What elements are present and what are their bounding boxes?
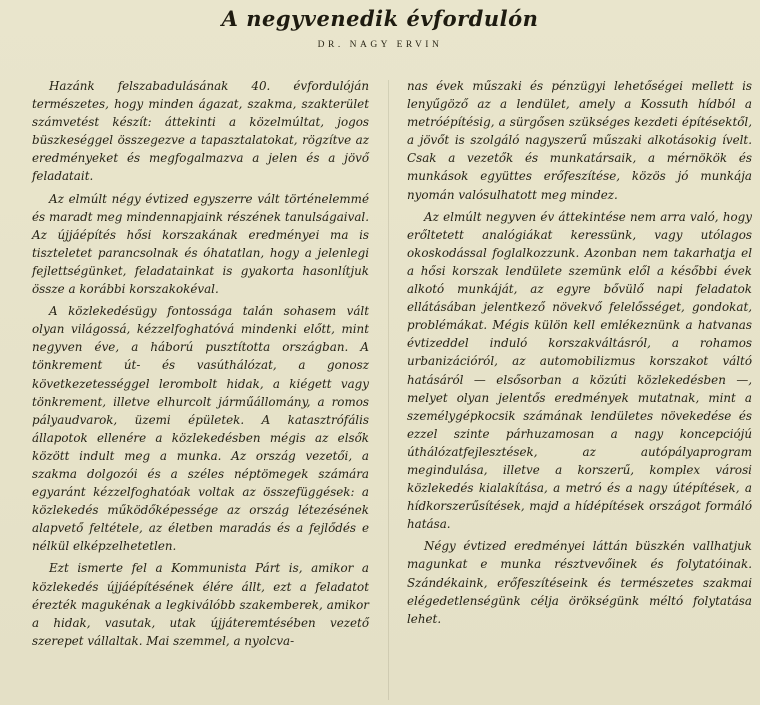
right-paragraph-1: nas évek műszaki és pénzügyi lehetőségei mellett is lenyűgöző az a lendület, amely a Kossuth hídból a metróépítésig, a sürgősen szükséges kezdeti építésektől, a jövőt is szolgáló nagyszerű műszaki alkotásokig ívelt. Csak a vezetők és munkatársaik, a mérnökök és munkások együttes erőfeszítése, közös jó munkája nyomán valósulhatott meg mindez. bbox=[407, 79, 752, 202]
left-paragraph-2: Az elmúlt négy évtized egyszerre vált történelemmé és maradt meg mindennapjaink részének tanulságaival. Az újjáépítés hősi korszakának eredményei ma is tiszteletet parancsolnak és óhatatlan, hogy a jelenlegi fejlettségünket, feladatainkat is gyakorta hasonlítjuk össze a korábbi korszakokéval. bbox=[32, 191, 369, 297]
article-author: DR. NAGY ERVIN bbox=[317, 40, 443, 50]
left-paragraph-4: Ezt ismerte fel a Kommunista Párt is, amikor a közlekedés újjáépítésének élére állt, ezt a feladatot érezték magukénak a legkiválóbb szakemberek, amikor a hidak, vasutak, utak újjáteremtésében vezető szerepet vállaltak. Mai szemmel, a nyolcva- bbox=[32, 561, 369, 648]
left-paragraph-3: A közlekedésügy fontossága talán sohasem vált olyan világossá, kézzelfoghatóvá mindenki előtt, mint negyven éve, a háború pusztította országban. A tönkrement út- és vasúthálózat, a gonosz következetességgel lerombolt hidak, a kiégett vagy tönkrement, illetve elhurcolt járműállomány, a romos pályaudvarok, üzemi épületek. A katasztrófális állapotok ellenére a közlekedésben mégis az elsők között indult meg a munka. Az ország vezetői, a szakma dolgozói és a széles néptömegek számára egyaránt kézzelfoghatóak voltak az összefüggések: a közlekedés működőképessége az ország létezésének alapvető feltétele, az életben maradás és a fejlődés e nélkül elképzelhetetlen. bbox=[32, 304, 369, 554]
article-title: A negyvenedik évfordulón bbox=[221, 6, 539, 31]
left-paragraph-1: Hazánk felszabadulásának 40. évfordulóján természetes, hogy minden ágazat, szakma, szakterület számvetést készít: áttekinti a közelmúltat, jogos büszkeséggel összegezve a tapasztalatokat, rögzítve az eredményeket és megfogalmazva a jelen és a jövő feladatait. bbox=[32, 79, 369, 184]
left-column bbox=[32, 77, 369, 654]
right-column bbox=[407, 77, 752, 632]
column-gutter bbox=[388, 80, 389, 700]
right-paragraph-2: Az elmúlt negyven év áttekintése nem arra való, hogy erőltetett analógiákat keressünk, vagy utólagos okoskodással foglalkozzunk. Azonban nem takarhatja el a hősi korszak lendülete szemünk elől a későbbi évek alkotó munkáját, az egyre bővülő napi feladatok ellátásában jelentkező növekvő felelősséget, gondokat, problémákat. Mégis külön kell emlékeznünk a hatvanas évtizeddel induló korszakváltásról, a rohamos urbanizációról, az automobilizmus korszakot váltó hatásáról — elsősorban a közúti közlekedésben —, melyet olyan jelentős eredmények mutatnak, mint a személygépkocsik számának lendületes növekedése és ezzel szinte párhuzamosan a nagy koncepciójú úthálózatfejlesztések, az autópályaprogram megindulása, illetve a korszerű, komplex városi közlekedés kialakítása, a metró és a nagy útépítések, a hídkorszerűsítések, majd a hídépítések országot formáló hatása. bbox=[407, 209, 752, 532]
right-paragraph-3: Négy évtized eredményei láttán büszkén vallhatjuk magunkat e munka résztvevőinek és folytatóinak. Szándékaink, erőfeszítéseink és természetes szakmai elégedetlenségünk célja örökségünk méltó folytatása lehet. bbox=[407, 539, 752, 626]
